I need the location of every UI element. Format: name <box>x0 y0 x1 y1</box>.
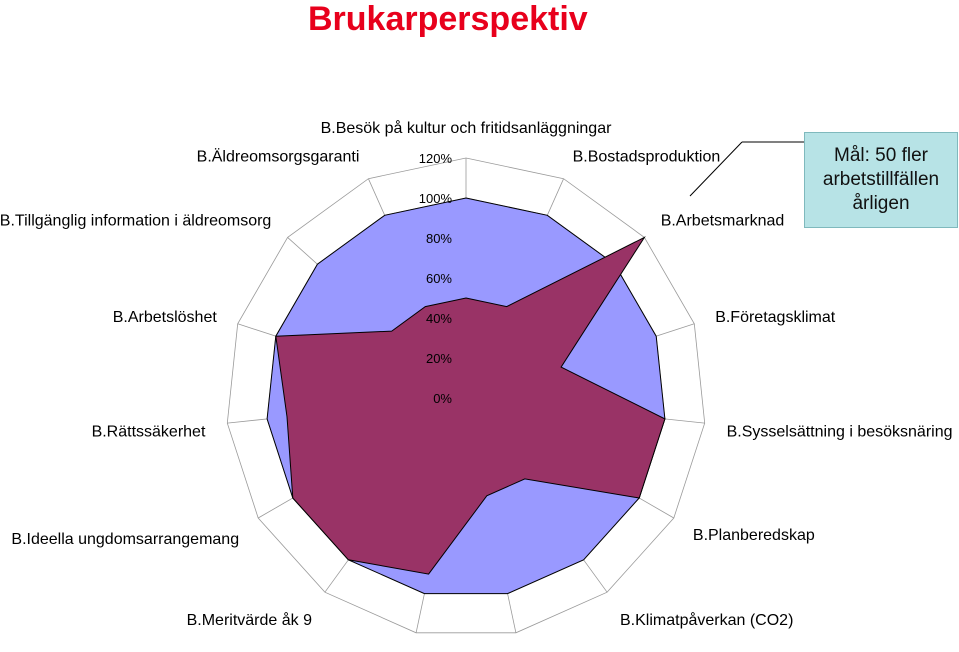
category-label: B.Ideella ungdomsarrangemang <box>11 531 240 548</box>
category-label: B.Äldreomsorgsgaranti <box>196 148 360 166</box>
category-label: B.Planberedskap <box>692 527 815 544</box>
radial-tick-label: 40% <box>425 311 452 326</box>
radial-tick-label: 20% <box>425 351 452 366</box>
radial-tick-label: 0% <box>433 391 452 406</box>
category-label: B.Rättssäkerhet <box>91 423 206 441</box>
radial-tick-label: 60% <box>425 271 452 286</box>
radial-tick-label: 120% <box>418 151 452 166</box>
radar-series <box>267 198 665 594</box>
category-label: B.Sysselsättning i besöksnäring <box>726 423 953 441</box>
category-label: B.Besök på kultur och fritidsanläggningar <box>320 120 612 137</box>
goal-callout-text: Mål: 50 fler arbetstillfällen årligen <box>822 145 940 214</box>
category-label: B.Bostadsproduktion <box>572 148 721 166</box>
category-label: B.Arbetsmarknad <box>660 212 785 230</box>
category-label: B.Klimatpåverkan (CO2) <box>620 612 794 629</box>
radial-tick-label: 100% <box>418 191 452 206</box>
page-title: Brukarperspektiv <box>308 0 588 38</box>
category-label: B.Tillgänglig information i äldreomsorg <box>0 212 272 230</box>
category-label: B.Arbetslöshet <box>112 309 217 326</box>
radial-tick-label: 80% <box>425 231 452 246</box>
goal-callout <box>804 132 958 228</box>
category-label: B.Företagsklimat <box>715 309 836 326</box>
category-label: B.Meritvärde åk 9 <box>186 612 312 629</box>
